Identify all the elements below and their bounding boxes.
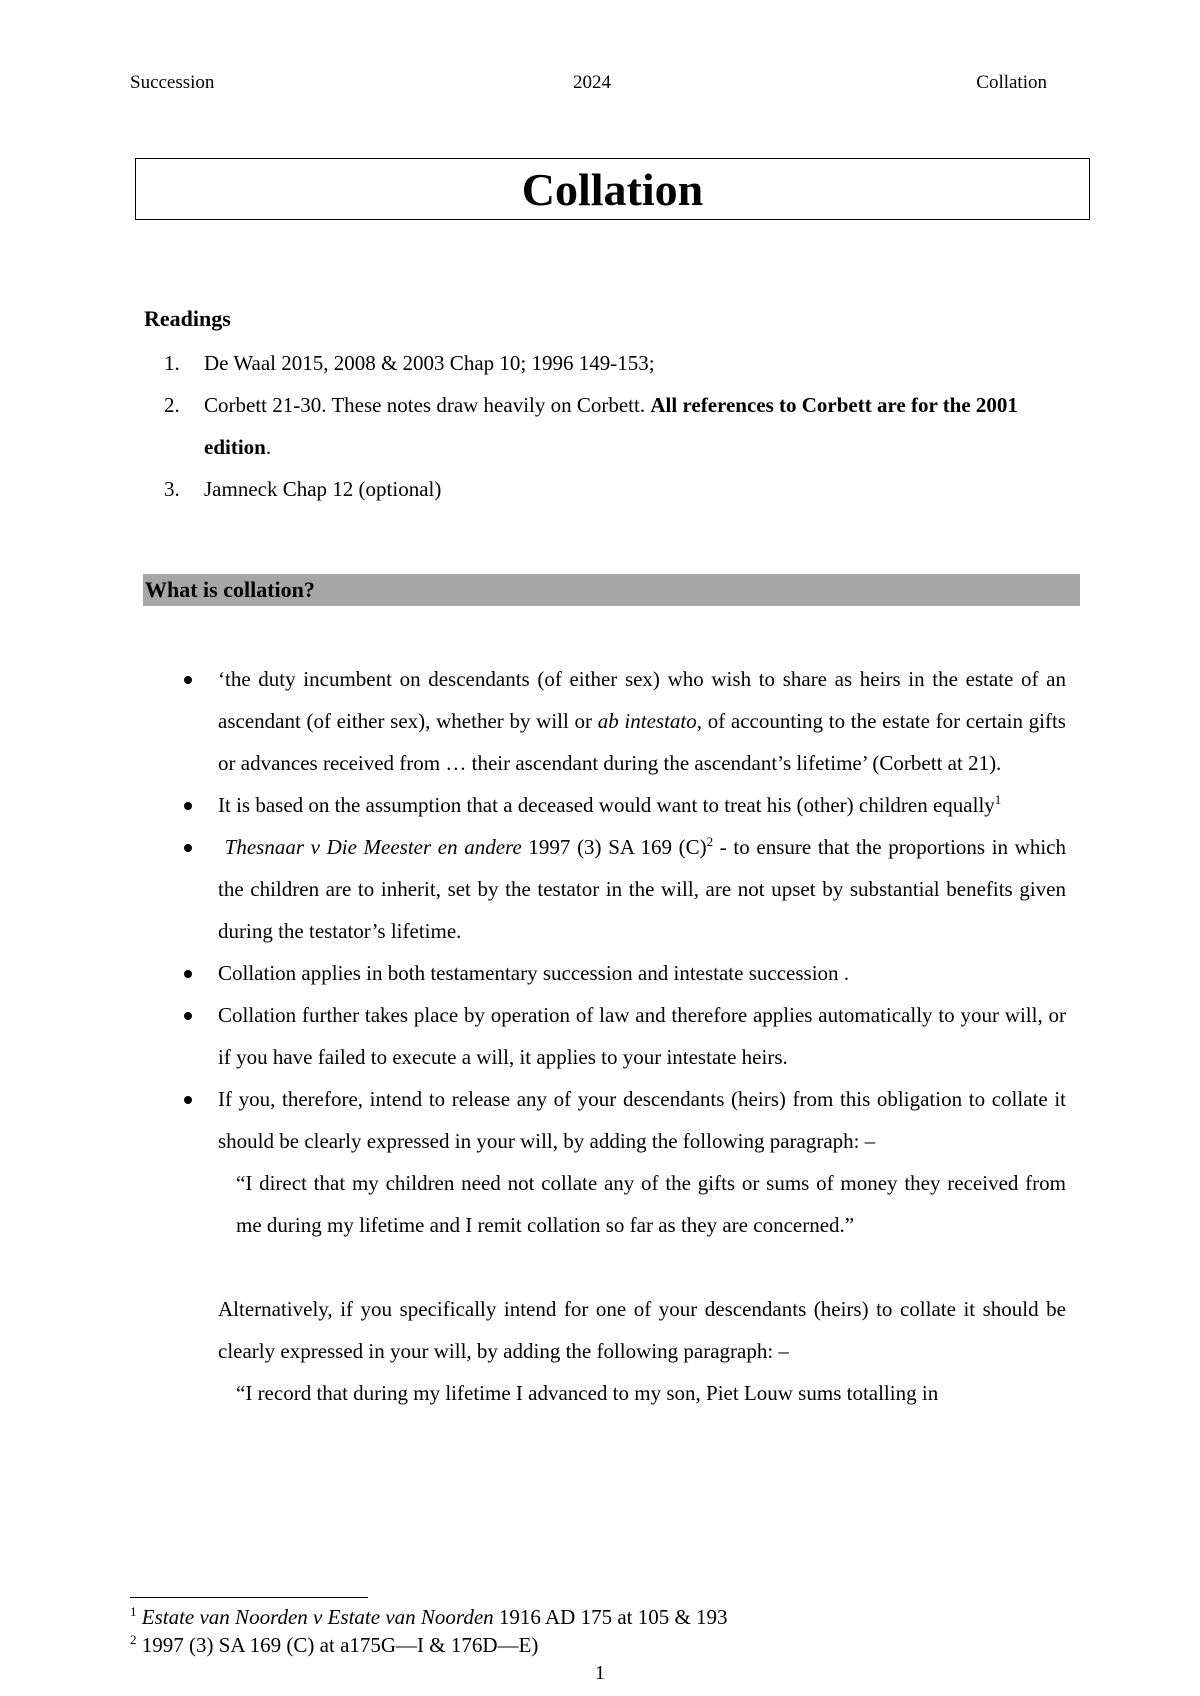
bullet-icon xyxy=(184,844,192,852)
reading-text: Corbett 21-30. These notes draw heavily on Corbett. xyxy=(204,393,651,417)
reading-text: Jamneck Chap 12 (optional) xyxy=(204,477,442,501)
reading-item xyxy=(164,342,1069,384)
bullet-list xyxy=(0,658,1200,1162)
bullet-icon xyxy=(184,676,192,684)
blank-line xyxy=(0,1246,1200,1288)
reading-tail: . xyxy=(265,435,272,459)
reading-item xyxy=(164,468,1069,510)
bullet-text: It is based on the assumption that a deceased would want to treat his (other) children equally xyxy=(218,793,995,817)
case-name: Thesnaar v Die Meester en andere xyxy=(224,835,522,859)
footnote-ref[interactable]: 1 xyxy=(994,792,1002,807)
list-item xyxy=(218,1078,1066,1162)
list-item xyxy=(218,784,1066,826)
bullet-text: Collation further takes place by operation of law and therefore applies automatically to your will, or if you have failed to execute a will, it applies to your intestate heirs. xyxy=(218,1003,1066,1069)
bullet-text: If you, therefore, intend to release any of your descendants (heirs) from this obligation to collate it should be clearly expressed in your will, by adding the following paragraph: – xyxy=(218,1087,1066,1153)
list-item xyxy=(218,658,1066,784)
footnotes xyxy=(130,1603,1080,1659)
reading-number: 3. xyxy=(164,477,180,501)
footnote-case-name: Estate van Noorden v Estate van Noorden xyxy=(141,1605,494,1629)
alternative-paragraph: Alternatively, if you specifically intend for one of your descendants (heirs) to collate it should be clearly expressed in your will, by adding the following paragraph: – xyxy=(218,1297,1066,1363)
will-clause-quote: “I record that during my lifetime I advanced to my son, Piet Louw sums totalling in xyxy=(236,1381,939,1405)
bullet-icon xyxy=(184,802,192,810)
running-header xyxy=(130,72,1047,98)
readings-heading: Readings xyxy=(144,306,231,331)
header-left: Succession xyxy=(130,72,215,93)
bullet-text: Collation applies in both testamentary succession and intestate succession . xyxy=(218,961,850,985)
bullet-text: , of accounting to the estate for certain gifts or advances received from … their ascendant during the ascendant’s lifetime’ (Corbett at 21). xyxy=(218,709,1066,775)
list-item xyxy=(218,994,1066,1078)
readings-list xyxy=(164,342,1069,510)
footnote xyxy=(130,1603,1080,1631)
bullet-text: 1997 (3) SA 169 (C) xyxy=(521,835,707,859)
bullet-icon xyxy=(184,970,192,978)
header-center: 2024 xyxy=(573,72,611,93)
bullet-text: ‘the duty incumbent on descendants (of either sex) who wish to share as heirs in the estate of an ascendant (of either sex), whether by will or xyxy=(218,667,1066,733)
footnote-text: 1916 AD 175 at 105 & 193 xyxy=(493,1605,728,1629)
bullet-text: - to ensure that the proportions in which the children are to inherit, set by the testator in the will, are not upset by substantial benefits given during the testator’s lifetime. xyxy=(218,835,1067,943)
footnote-number: 1 xyxy=(130,1604,137,1619)
list-item xyxy=(218,826,1066,952)
list-item xyxy=(218,952,1066,994)
reading-item xyxy=(164,384,1069,468)
footnote xyxy=(130,1631,1080,1659)
bullet-italic: ab intestato xyxy=(597,709,697,733)
reading-number: 1. xyxy=(164,351,180,375)
section-heading: What is collation? xyxy=(143,574,1080,606)
footnote-ref[interactable]: 2 xyxy=(706,834,714,849)
body-content xyxy=(0,658,1200,1414)
page-number: 1 xyxy=(595,1662,605,1684)
footnote-divider xyxy=(130,1597,368,1598)
bullet-icon xyxy=(184,1012,192,1020)
reading-number: 2. xyxy=(164,393,180,417)
footnote-number: 2 xyxy=(130,1632,137,1647)
header-right: Collation xyxy=(976,72,1047,93)
footnote-text: 1997 (3) SA 169 (C) at a175G—I & 176D—E) xyxy=(136,1633,539,1657)
reading-text: De Waal 2015, 2008 & 2003 Chap 10; 1996 149-153; xyxy=(204,351,655,375)
document-title: Collation xyxy=(135,158,1090,220)
reading-bold-note: All references to Corbett are for the 2001 edition xyxy=(204,393,1018,459)
will-clause-quote: “I direct that my children need not collate any of the gifts or sums of money they received from me during my lifetime and I remit collation so far as they are concerned.” xyxy=(236,1171,1066,1237)
bullet-icon xyxy=(184,1096,192,1104)
